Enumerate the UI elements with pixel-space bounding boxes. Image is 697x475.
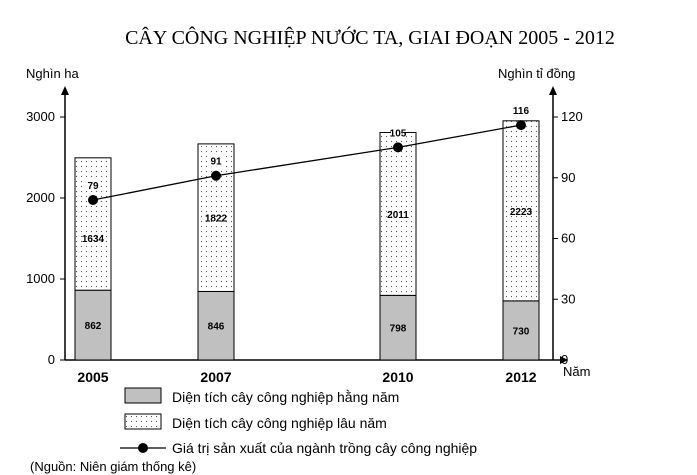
legend-label: Diện tích cây công nghiệp hằng năm [172,389,400,405]
y-right-tick-label: 30 [561,291,576,307]
bar-perennial-label: 2011 [387,209,409,221]
x-tick-label: 2007 [200,369,232,385]
x-axis-unit: Năm [563,364,591,379]
x-tick-label: 2010 [382,369,414,385]
value-point-label: 116 [512,106,530,118]
bar-annual-label: 862 [84,321,102,333]
bars-group [75,121,539,360]
legend [120,388,477,456]
y-right-tick-label: 60 [561,230,576,246]
value-point [211,171,221,181]
axes [61,86,568,364]
bar-perennial-label: 1822 [204,213,228,225]
bar-perennial-label: 2223 [509,206,533,218]
value-point-label: 105 [389,128,407,140]
y-left-arrow [61,86,69,95]
y-right-tick-label: 90 [561,169,576,185]
line-group [86,105,530,205]
bar-annual-label: 846 [207,321,225,333]
value-point [88,195,98,205]
bar-annual-label: 798 [389,323,407,335]
footnote: (Nguồn: Niên giám thống kê) [30,459,197,474]
y-left-tick-label: 2000 [26,190,55,205]
bar-annual-label: 730 [512,326,530,338]
y-right-tick-label: 0 [561,352,569,367]
value-point-label: 79 [87,181,99,193]
x-tick-label: 2005 [77,369,109,385]
value-point-label: 91 [210,156,222,168]
bar-perennial-label: 1634 [81,234,105,246]
y-left-tick-label: 1000 [26,271,55,286]
chart-title: CÂY CÔNG NGHIỆP NƯỚC TA, GIAI ĐOẠN 2005 - 2012 [125,27,615,49]
y-right-arrow [549,86,557,95]
legend-swatch-annual [125,388,161,403]
value-line [93,125,521,200]
legend-label: Diện tích cây công nghiệp lâu năm [172,415,387,431]
y-right-unit: Nghìn tỉ đồng [498,66,576,81]
legend-swatch-perennial [125,414,161,429]
legend-label: Giá trị sản xuất của ngành trồng cây công nghiệp [172,440,478,456]
value-point [516,120,526,130]
y-left-unit: Nghìn ha [26,66,79,81]
y-left-tick-label: 0 [47,352,55,367]
bar-perennial [75,158,111,290]
y-right-tick-label: 120 [561,109,583,124]
y-left-tick-label: 3000 [26,109,55,124]
value-point [393,142,403,152]
legend-swatch-point [138,443,148,453]
x-tick-label: 2012 [505,369,537,385]
